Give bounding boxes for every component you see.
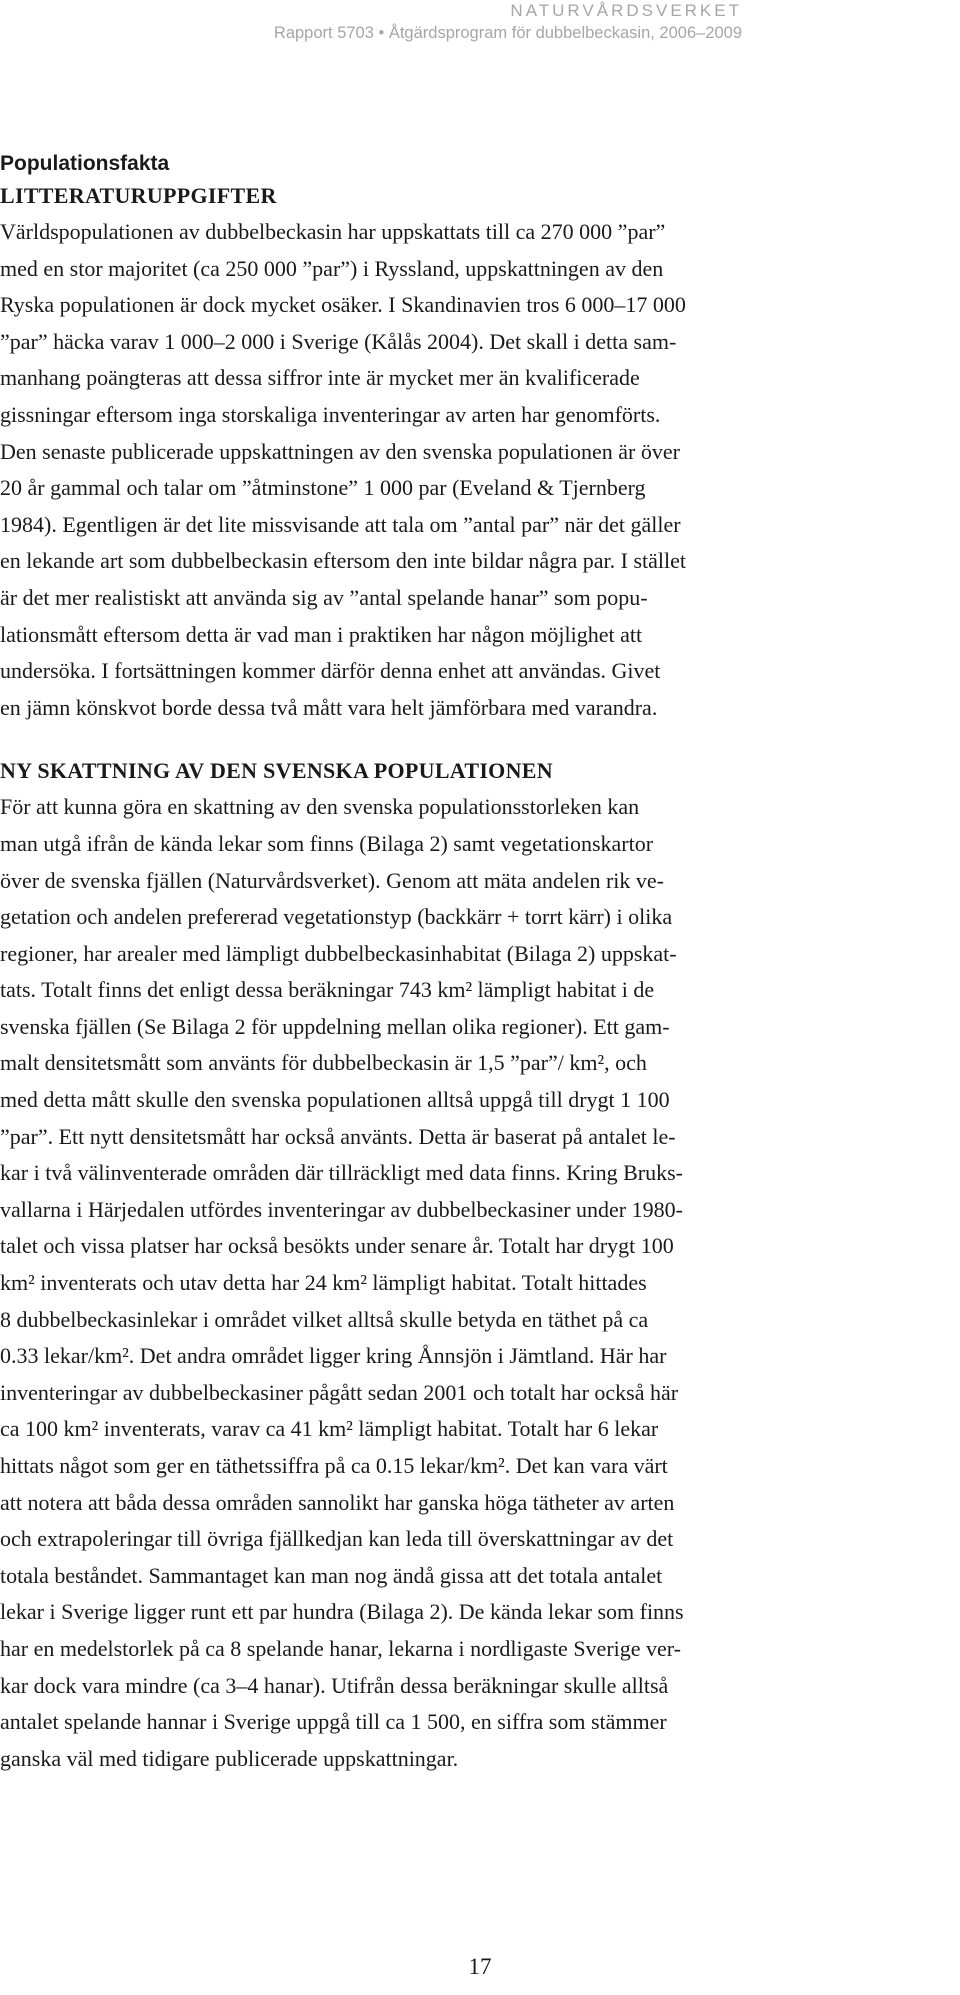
paragraph-new-estimate: För att kunna göra en skattning av den svenska populationsstorleken kan man utgå ifrån de kända lekar som finns (Bilaga 2) samt vegetationskartor över de svenska fjällen (Naturvårdsverket). Genom att mäta andelen rik ve- getation och andelen prefererad vegetationstyp (backkärr + torrt kärr) i olika regioner, har arealer med lämpligt dubbelbeckasinhabitat (Bilaga 2) uppskat- tats. Totalt finns det enligt dessa beräkningar 743 km² lämpligt habitat i de svenska fjällen (Se Bilaga 2 för uppdelning mellan olika regioner). Ett gam- malt densitetsmått som använts för dubbelbeckasin är 1,5 ”par”/ km², och med detta mått skulle den svenska populationen alltså uppgå till drygt 1 100 ”par”. Ett nytt densitetsmått har också använts. Detta är baserat på antalet le- kar i två välinventerade områden där tillräckligt med data finns. Kring Bruks- vallarna i Härjedalen utfördes inventeringar av dubbelbeckasiner under 1980- talet och vissa platser har också besökts under senare år. Totalt har drygt 100 km² inventerats och utav detta har 24 km² lämpligt habitat. Totalt hittades 8 dubbelbeckasinlekar i området vilket alltså skulle betyda en täthet på ca 0.33 lekar/km². Det andra området ligger kring Ånnsjön i Jämtland. Här har inventeringar av dubbelbeckasiner pågått sedan 2001 och totalt har också här ca 100 km² inventerats, varav ca 41 km² lämpligt habitat. Totalt har 6 lekar hittats något som ger en täthetssiffra på ca 0.15 lekar/km². Det kan vara värt att notera att båda dessa områden sannolikt har ganska höga tätheter av arten och extrapoleringar till övriga fjällkedjan kan leda till överskattningar av det totala beståndet. Sammantaget kan man nog ändå gissa att det totala antalet lekar i Sverige ligger runt ett par hundra (Bilaga 2). De kända lekar som finns har en medelstorlek på ca 8 spelande hanar, lekarna i nordligaste Sverige ver- kar dock vara mindre (ca 3–4 hanar). Utifrån dessa beräkningar skulle alltså antalet spelande hannar i Sverige uppgå till ca 1 500, en siffra som stämmer ganska väl med tidigare publicerade uppskattningar. <box>0 794 684 1771</box>
subheading-new-estimate: NY SKATTNING AV DEN SVENSKA POPULATIONEN <box>0 758 553 784</box>
running-header <box>274 0 742 44</box>
subheading-literature: LITTERATURUPPGIFTER <box>0 183 277 208</box>
page-body <box>0 150 940 1777</box>
section-title: Populationsfakta <box>0 152 170 175</box>
paragraph-literature: Världspopulationen av dubbelbeckasin har uppskattats till ca 270 000 ”par” med en stor majoritet (ca 250 000 ”par”) i Ryssland, uppskattningen av den Ryska populationen är dock mycket osäker. I Skandinavien tros 6 000–17 000 ”par” häcka varav 1 000–2 000 i Sverige (Kålås 2004). Det skall i detta sam- manhang poängteras att dessa siffror inte är mycket mer än kvalificerade gissningar eftersom inga storskaliga inventeringar av arten har genomförts. Den senaste publicerade uppskattningen av den svenska populationen är över 20 år gammal och talar om ”åtminstone” 1 000 par (Eveland & Tjernberg 1984). Egentligen är det lite missvisande att tala om ”antal par” när det gäller en lekande art som dubbelbeckasin eftersom den inte bildar några par. I stället är det mer realistiskt att använda sig av ”antal spelande hanar” som popu- lationsmått eftersom detta är vad man i praktiken har någon möjlighet att undersöka. I fortsättningen kommer därför denna enhet att användas. Givet en jämn könskvot borde dessa två mått vara helt jämförbara med varandra. <box>0 219 687 720</box>
report-title: Rapport 5703 • Åtgärdsprogram för dubbelbeckasin, 2006–2009 <box>273 24 742 42</box>
publisher-name: NATURVÅRDSVERKET <box>510 1 742 20</box>
section-spacer <box>0 726 940 756</box>
page-number: 17 <box>468 1954 492 1979</box>
